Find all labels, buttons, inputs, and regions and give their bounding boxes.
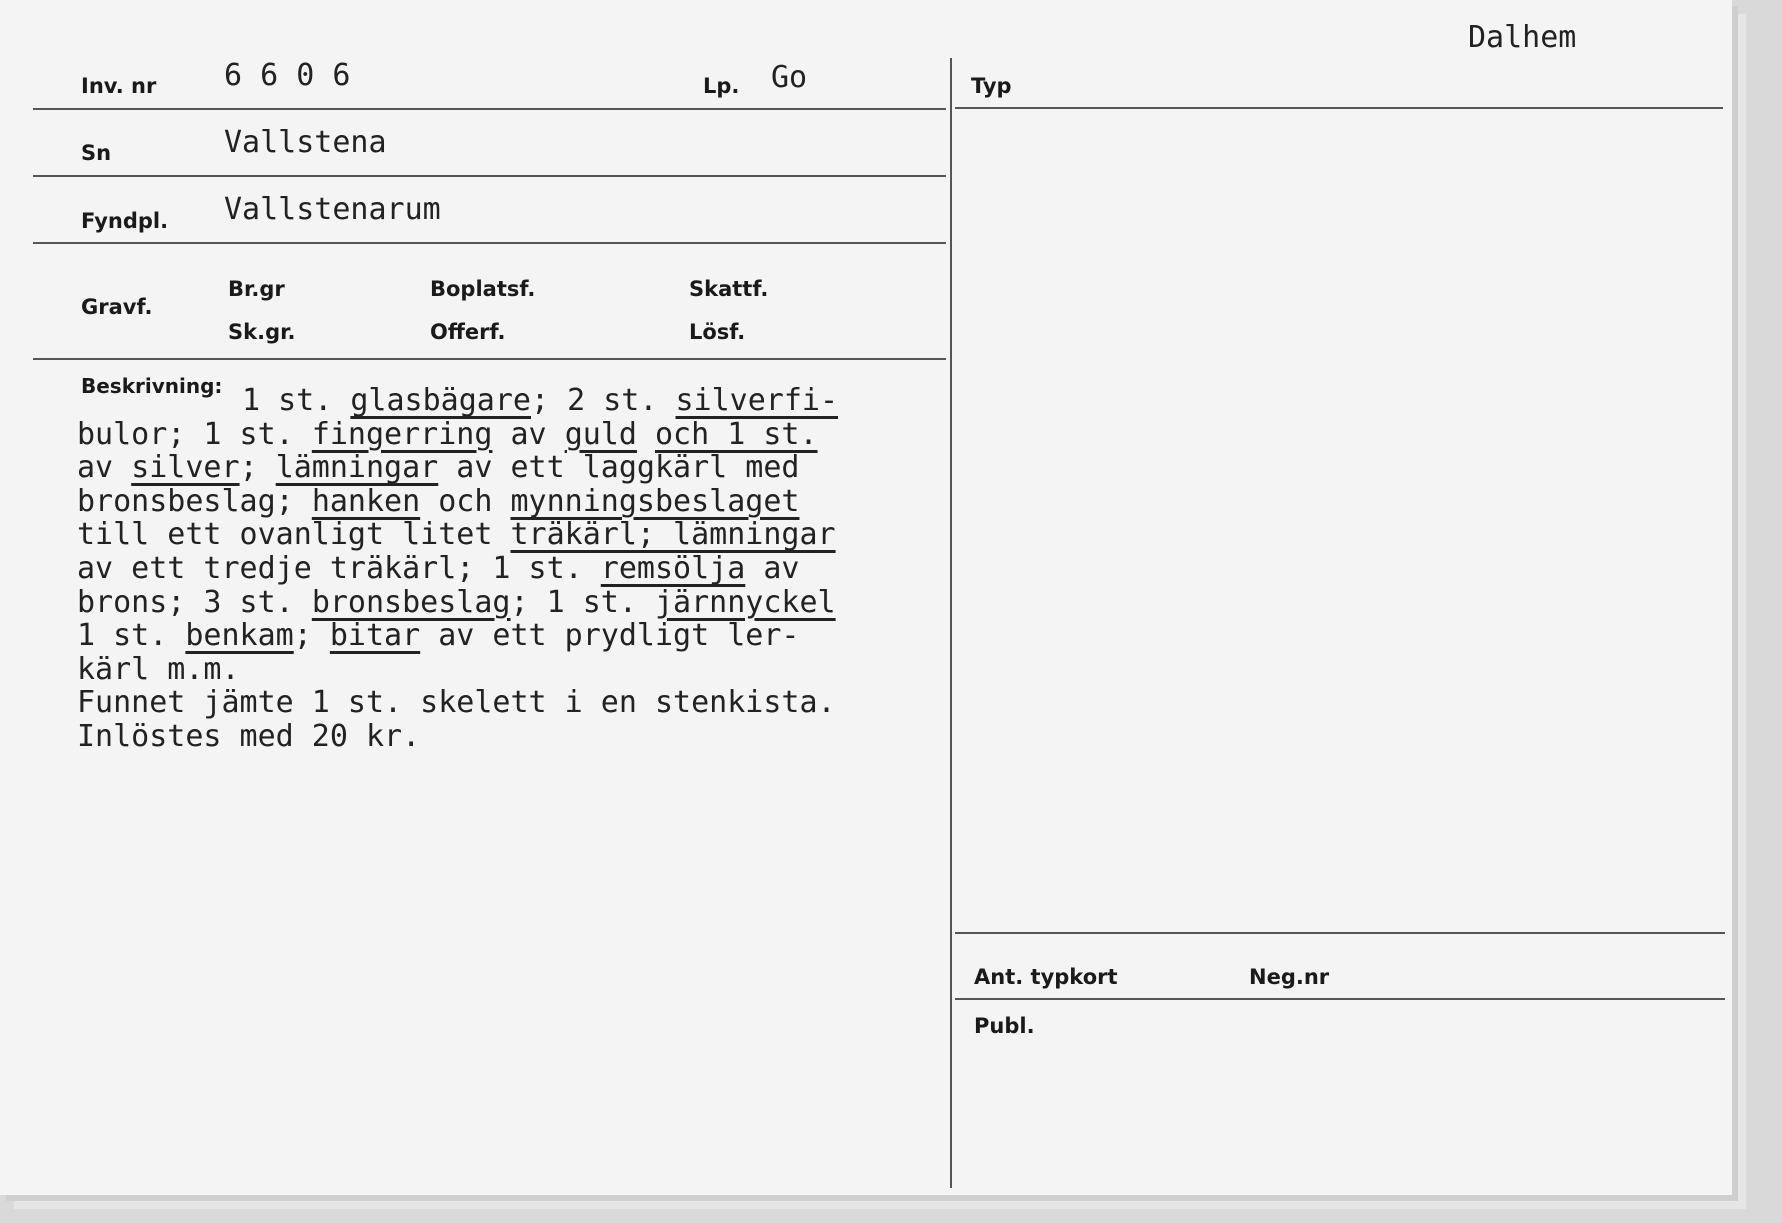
description-segment: av ett tredje träkärl; 1 st.	[77, 550, 601, 586]
description-line	[77, 686, 838, 720]
neg-nr-label: Neg.nr	[1249, 965, 1330, 989]
inv-label: Inv. nr	[81, 74, 157, 98]
description-line	[77, 586, 838, 620]
description-segment: Inlöstes med 20 kr.	[77, 718, 421, 754]
rule-ant	[955, 932, 1725, 934]
corner-text: Dalhem	[1468, 20, 1577, 55]
description-line	[77, 619, 838, 653]
publ-label: Publ.	[974, 1014, 1035, 1038]
description-line	[77, 720, 838, 754]
rule-fyndpl	[33, 242, 946, 244]
underlined-term: guld	[564, 416, 637, 452]
underlined-term: bitar	[329, 618, 421, 654]
description-line	[77, 451, 838, 485]
description-segment: av ett prydligt ler-	[420, 618, 800, 654]
description-segment: och	[420, 483, 511, 519]
underlined-term: silver	[131, 450, 240, 486]
rule-gravf	[33, 358, 946, 360]
description-text	[77, 384, 838, 754]
description-segment: av	[492, 416, 565, 452]
description-line	[77, 518, 838, 552]
description-segment: 1 st.	[242, 383, 351, 418]
rule-typ	[955, 107, 1723, 109]
underlined-term: bronsbeslag	[311, 584, 511, 620]
underlined-term: lämningar	[275, 450, 439, 486]
offerf-label: Offerf.	[430, 320, 506, 344]
underlined-term: träkärl; lämningar	[510, 517, 836, 553]
description-segment: 1 st.	[77, 618, 186, 654]
description-segment: brons; 3 st.	[77, 584, 312, 620]
description-segment: ; 1 st.	[510, 584, 655, 620]
description-line	[77, 485, 838, 519]
typ-label: Typ	[971, 74, 1012, 98]
underlined-term: benkam	[185, 618, 294, 654]
description-line	[77, 653, 838, 687]
rule-publ	[955, 998, 1725, 1000]
description-segment: till ett ovanligt litet	[77, 517, 511, 553]
boplatsf-label: Boplatsf.	[430, 277, 536, 301]
description-line	[77, 384, 838, 418]
fyndpl-value: Vallstenarum	[224, 192, 441, 227]
brgr-label: Br.gr	[228, 277, 285, 301]
description-segment: ; 2 st.	[531, 383, 676, 418]
description-segment: Funnet jämte 1 st. skelett i en stenkista.	[77, 685, 836, 721]
underlined-term: fingerring	[311, 416, 493, 452]
inv-value: 6 6 0 6	[224, 58, 351, 93]
lp-value: Go	[771, 60, 808, 95]
skattf-label: Skattf.	[689, 277, 769, 301]
description-segment	[637, 417, 655, 452]
ant-typkort-label: Ant. typkort	[974, 965, 1118, 989]
sn-value: Vallstena	[224, 125, 387, 160]
description-segment: bronsbeslag;	[77, 483, 312, 519]
description-line	[77, 552, 838, 586]
description-segment: ;	[239, 450, 276, 486]
description-line	[77, 418, 838, 452]
beskrivning-label: Beskrivning:	[81, 374, 223, 398]
description-segment: av	[77, 450, 132, 486]
description-segment: av ett laggkärl med	[438, 450, 800, 486]
underlined-term: glasbägare	[350, 383, 531, 418]
losf-label: Lösf.	[689, 320, 746, 344]
underlined-term: och 1 st.	[655, 416, 818, 452]
underlined-term: remsölja	[600, 550, 746, 586]
description-segment: av	[745, 550, 800, 586]
skgr-label: Sk.gr.	[228, 320, 296, 344]
description-segment: kärl m.m.	[77, 651, 240, 687]
gravf-label: Gravf.	[81, 295, 153, 319]
rule-sn	[33, 175, 946, 177]
fyndpl-label: Fyndpl.	[81, 209, 169, 233]
underlined-term: hanken	[311, 483, 421, 519]
description-segment: bulor; 1 st.	[77, 416, 312, 452]
column-divider	[950, 58, 952, 1188]
underlined-term: järnnyckel	[655, 584, 836, 620]
underlined-term: silverfi-	[675, 383, 839, 418]
rule-inv	[33, 108, 946, 110]
sn-label: Sn	[81, 141, 112, 165]
underlined-term: mynningsbeslaget	[510, 483, 800, 519]
description-segment: ;	[293, 618, 330, 654]
lp-label: Lp.	[703, 74, 740, 98]
